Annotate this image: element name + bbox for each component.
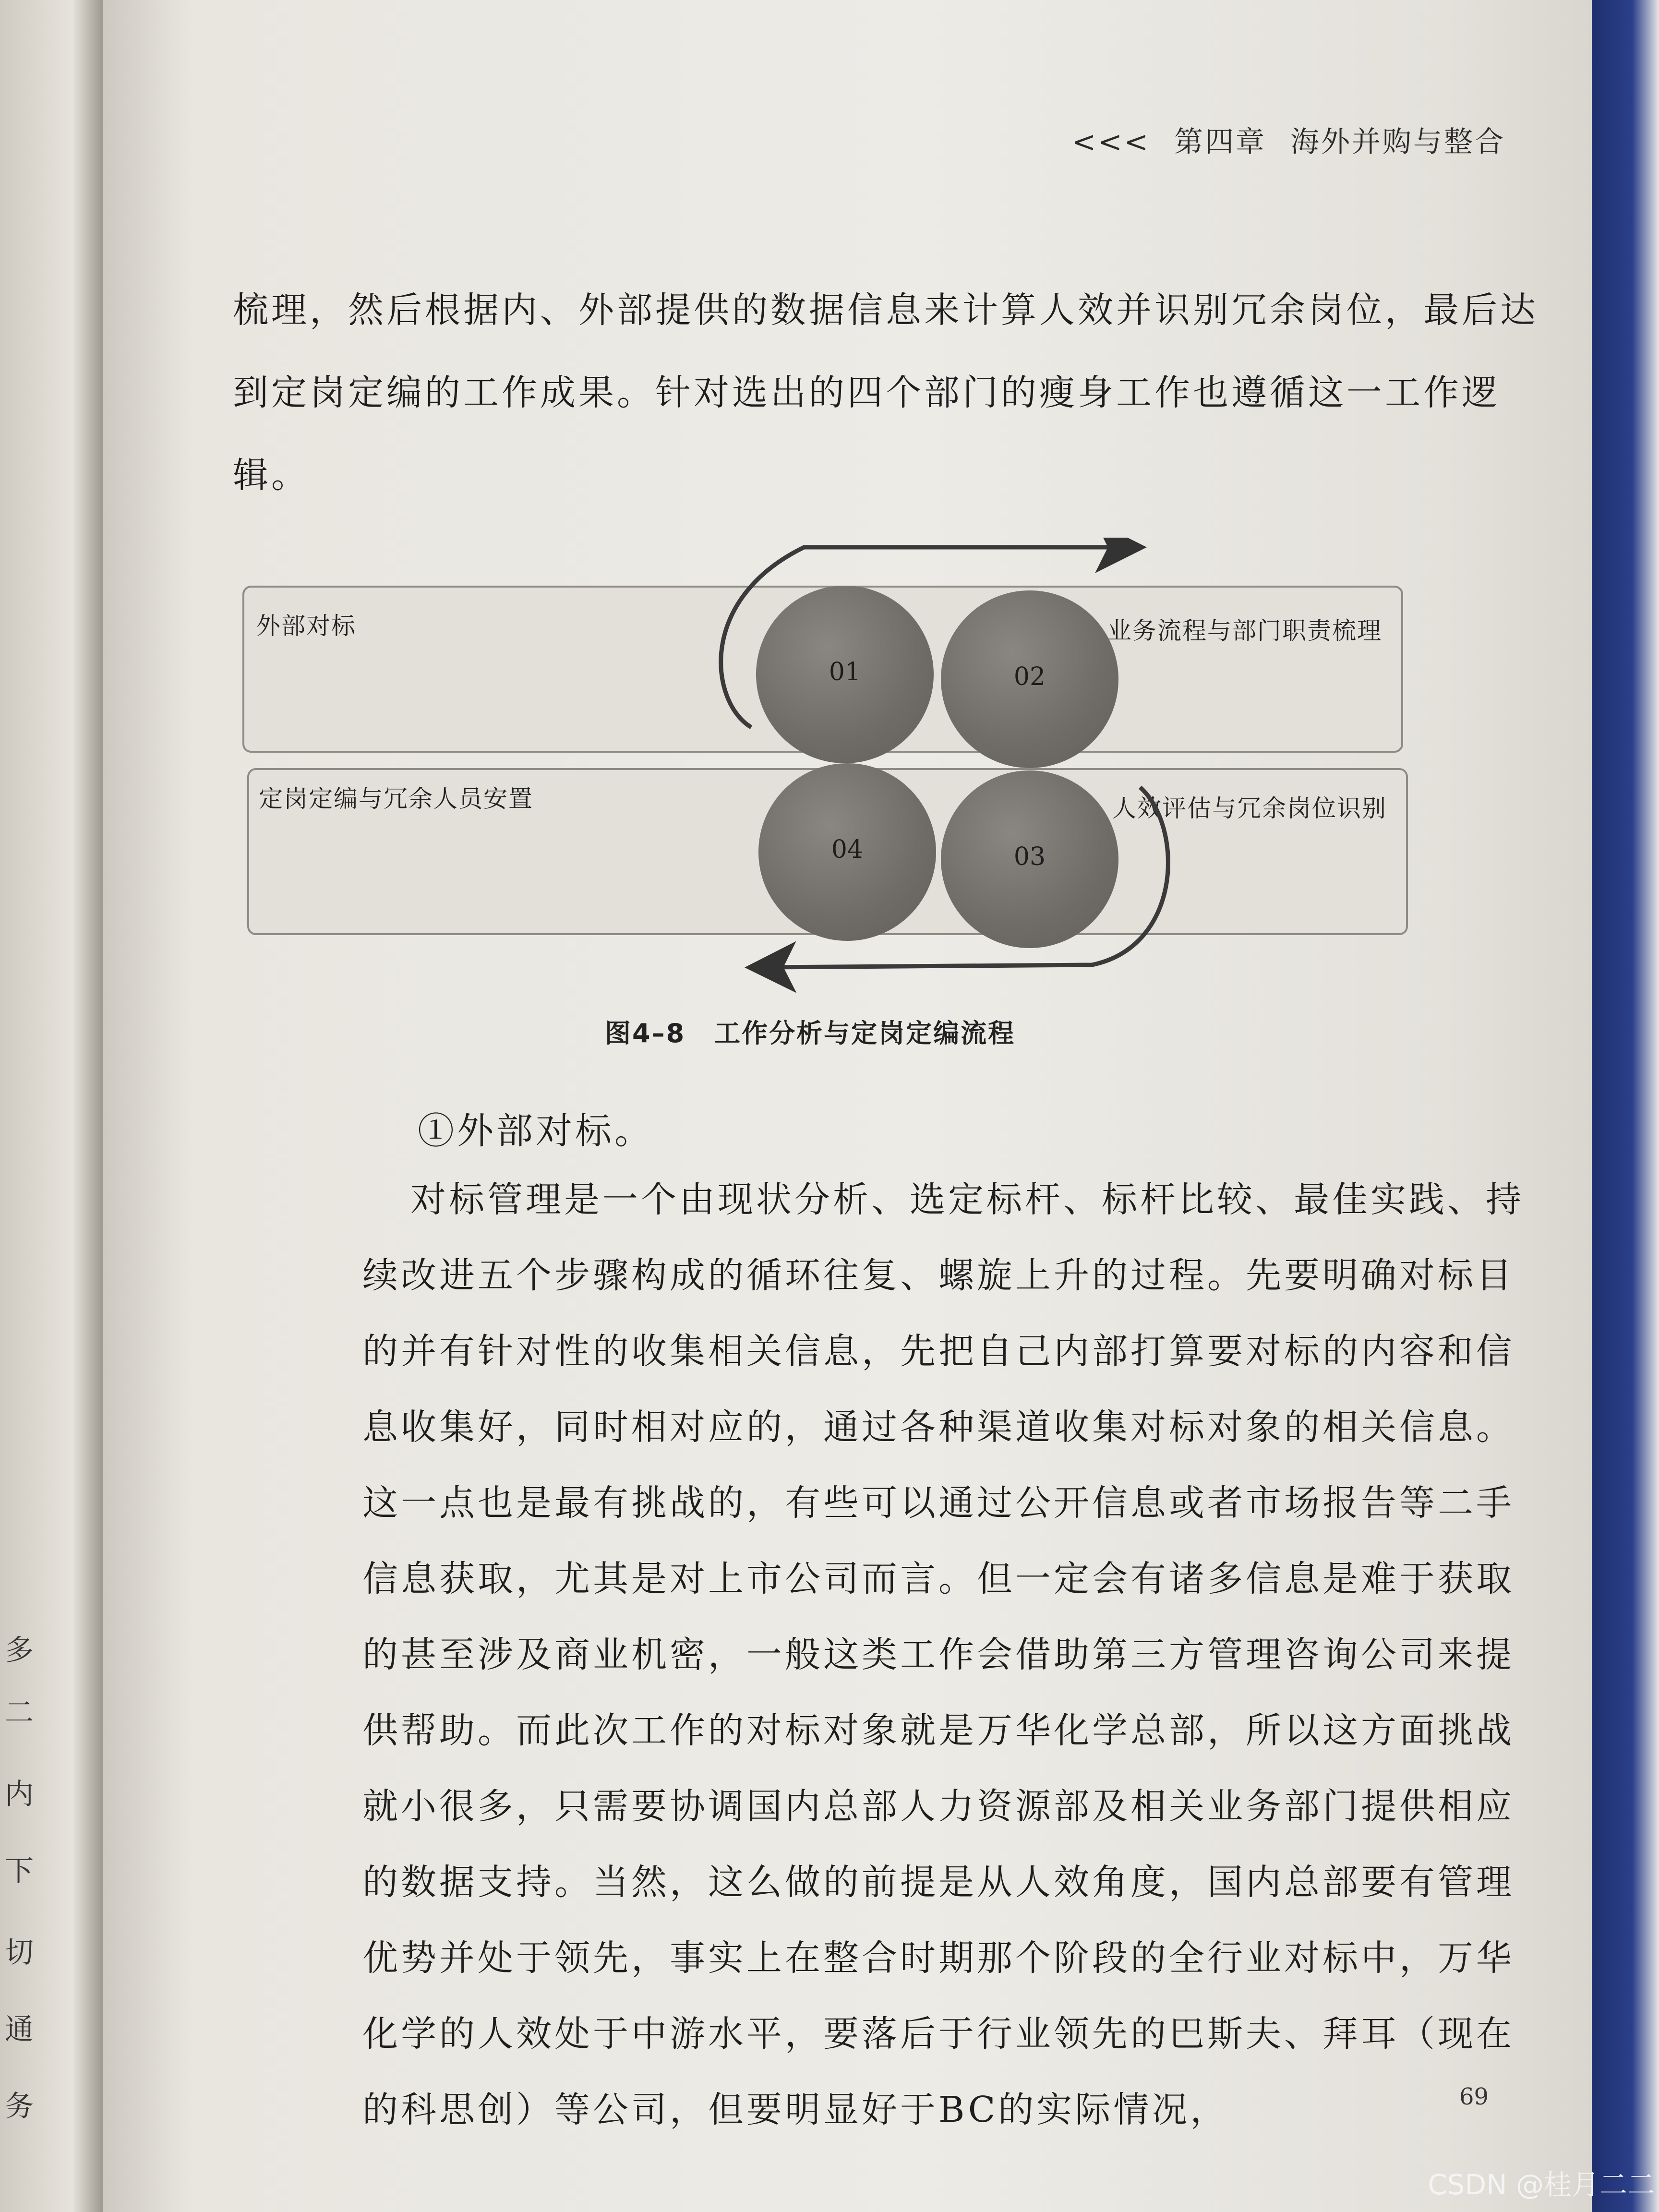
header-chapter: 第四章 [1174, 125, 1266, 159]
circle-step: 02 [941, 590, 1118, 768]
label-process-review: 业务流程与部门职责梳理 [1107, 617, 1382, 645]
header-chapter-title: 海外并购与整合 [1290, 125, 1505, 159]
circle-step: 04 [758, 763, 936, 941]
running-header [1072, 119, 1505, 160]
book-cover-edge [1592, 0, 1659, 2212]
caption-number: 图4–8 [605, 1018, 686, 1048]
book-page [103, 0, 1592, 2212]
paragraph: 梳理，然后根据内、外部提供的数据信息来计算人效并识别冗余岗位，最后达到定岗定编的工作成果。针对选出的四个部门的瘦身工作也遵循这一工作逻辑。 [233, 289, 1539, 496]
watermark: CSDN @桂月二二 [1428, 2168, 1655, 2201]
section-heading: ①外部对标。 [418, 1109, 654, 1152]
left-page-char: 下 [5, 1854, 34, 1888]
left-page-char: 二 [5, 1696, 34, 1730]
paragraph: 对标管理是一个由现状分析、选定标杆、标杆比较、最佳实践、持续改进五个步骤构成的循环往复、螺旋上升的过程。先要明确对标目的并有针对性的收集相关信息，先把自己内部打算要对标的内容和信息收集好，同时相对应的，通过各种渠道收集对标对象的相关信息。这一点也是最有挑战的，有些可以通过公开信息或者市场报告等二手信息获取，尤其是对上市公司而言。但一定会有诸多信息是难于获取的甚至涉及商业机密，一般这类工作会借助第三方管理咨询公司来提供帮助。而此次工作的对标对象就是万华化学总部，所以这方面挑战就小很多，只需要协调国内总部人力资源部及相关业务部门提供相应的数据支持。当然，这么做的前提是从人效角度，国内总部要有管理优势并处于领先，事实上在整合时期那个阶段的全行业对标中，万华化学的人效处于中游水平，要落后于行业领先的巴斯夫、拜耳（现在的科思创）等公司，但要明显好于BC的实际情况， [362, 1179, 1524, 2130]
label-staffing: 定岗定编与冗余人员安置 [259, 785, 533, 813]
circle-step: 01 [756, 586, 934, 763]
left-page-char: 通 [5, 2013, 34, 2046]
left-page-char: 内 [5, 1778, 34, 1811]
circle-step: 03 [941, 770, 1118, 948]
label-external-benchmark: 外部对标 [256, 612, 356, 640]
adjacent-left-page [0, 0, 103, 2212]
label-efficiency-assessment: 人效评估与冗余岗位识别 [1112, 794, 1387, 822]
caption-title: 工作分析与定岗定编流程 [714, 1018, 1016, 1048]
left-page-char: 务 [5, 2090, 34, 2123]
header-arrows: <<< [1072, 125, 1150, 159]
process-figure [242, 538, 1423, 1022]
page-number: 69 [1459, 2083, 1489, 2110]
arrow-bottom-cycle [770, 787, 1168, 967]
left-page-char: 切 [5, 1936, 34, 1970]
left-page-char: 多 [5, 1634, 34, 1667]
figure-caption [605, 1013, 1015, 1050]
arrow-top-cycle [721, 547, 1121, 727]
